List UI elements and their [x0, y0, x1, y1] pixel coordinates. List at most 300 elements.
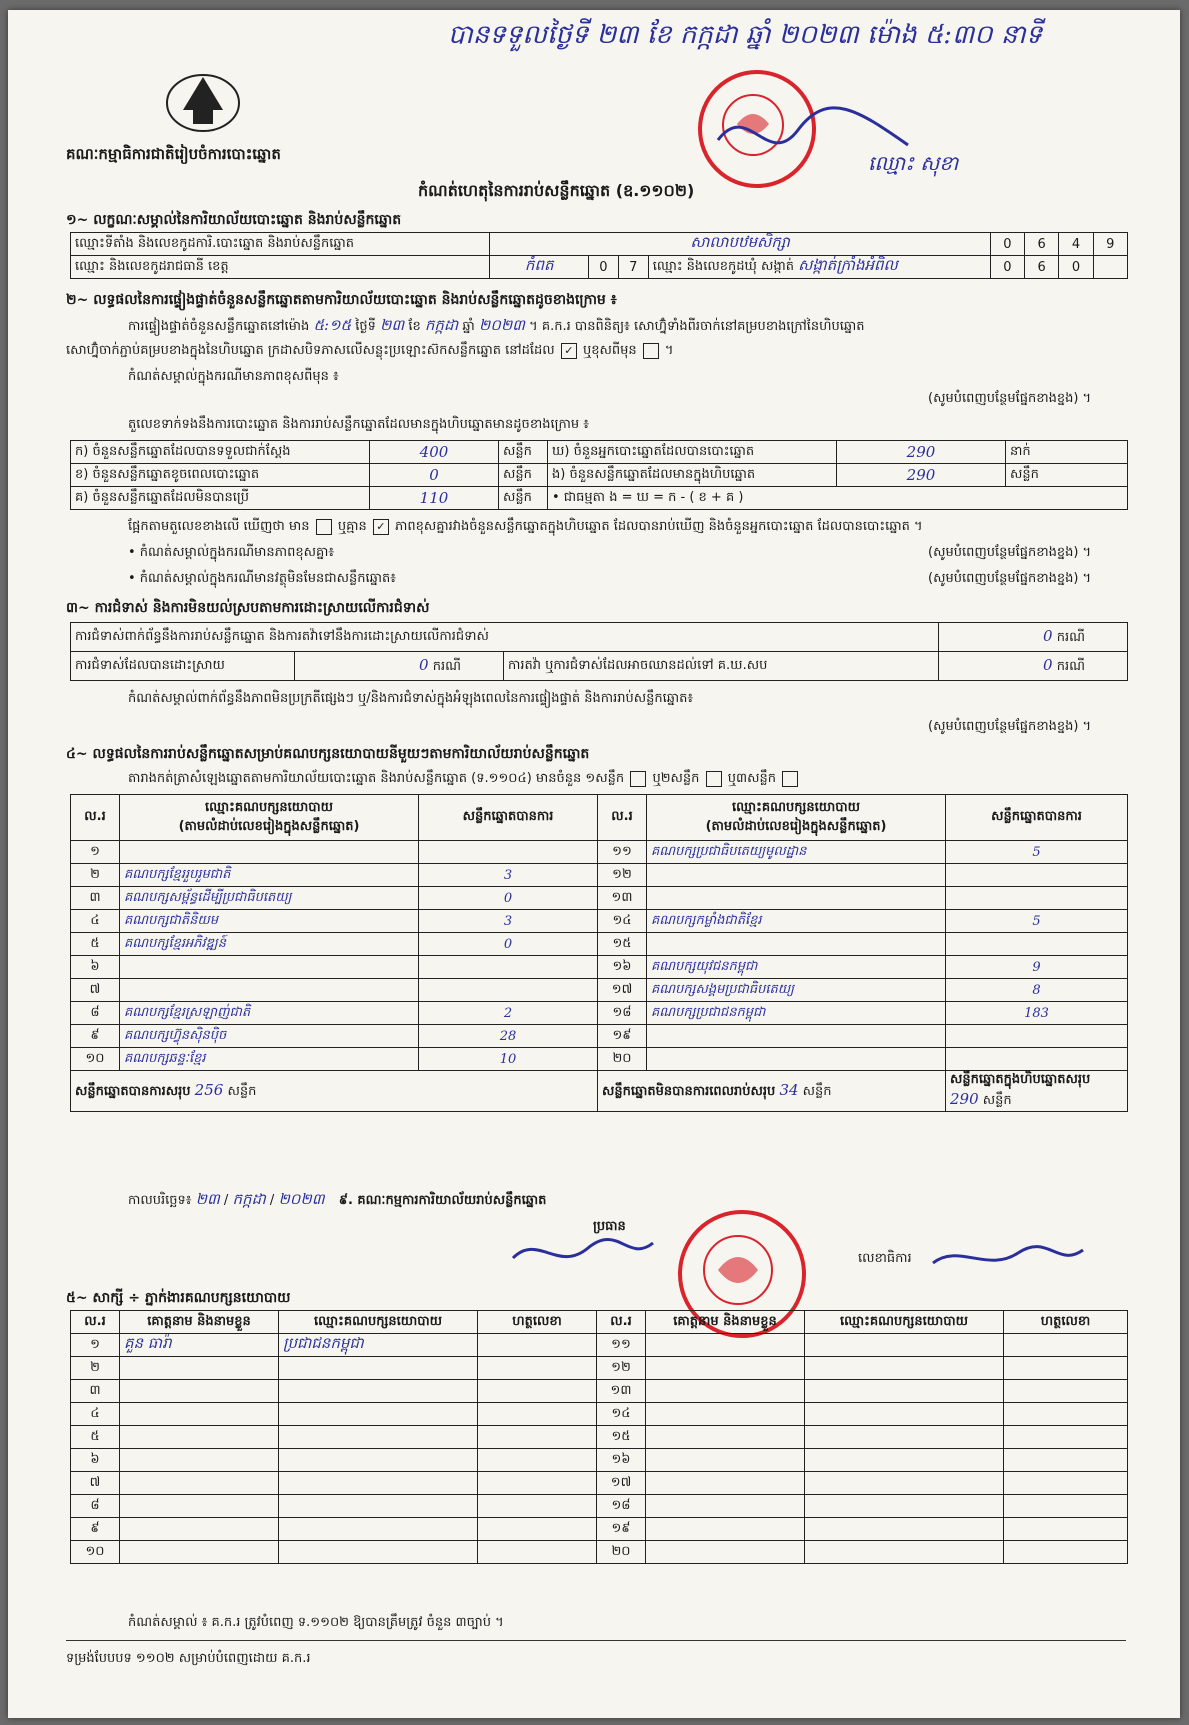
party-votes: 3	[419, 864, 598, 887]
verif-day: ២៣	[380, 316, 405, 334]
loc-code-1: 0	[990, 233, 1024, 256]
tally-line	[128, 770, 800, 789]
result-row	[71, 864, 1128, 887]
witness-no: ១៣	[597, 1380, 646, 1403]
col-votes-2: សន្លឹកឆ្នោតបានការ	[946, 795, 1128, 841]
witness-signature	[1004, 1472, 1128, 1495]
resolved-label: ការជំទាស់ដែលបានដោះស្រាយ	[71, 652, 295, 681]
fig-formula: • ជាធម្មតា ង = ឃ = ក - ( ខ + គ )	[548, 487, 1128, 510]
party-votes: 8	[946, 979, 1128, 1002]
party-votes: 2	[419, 1002, 598, 1025]
secretary-signature	[928, 1238, 1088, 1278]
loc-code-2: 6	[1025, 233, 1059, 256]
witness-no: ១៨	[597, 1495, 646, 1518]
row-no: ២	[71, 864, 120, 887]
witness-name	[646, 1357, 805, 1380]
witness-no: ៩	[71, 1518, 120, 1541]
party-name: គណបក្សជាតិនិយម	[120, 910, 419, 933]
seal-text-c: ។	[664, 343, 674, 358]
row-no: ១៩	[598, 1025, 647, 1048]
row-no: ១៦	[598, 956, 647, 979]
result-row	[71, 1025, 1128, 1048]
sec1-title: ១~ លក្ខណៈសម្គាល់នៃការិយាល័យបោះឆ្នោត និងរាប់សន្លឹកឆ្នោត	[66, 212, 402, 228]
witness-party	[279, 1518, 478, 1541]
witness-name	[120, 1403, 279, 1426]
resolved-count: 0	[419, 655, 429, 674]
sum-total-label: សន្លឹកឆ្នោតក្នុងហិបឆ្នោតសរុប	[950, 1072, 1091, 1087]
figure-row	[71, 487, 1128, 510]
fig-value-b: 0	[370, 464, 499, 487]
witness-name	[120, 1518, 279, 1541]
witness-party: ប្រជាជនកម្ពុជា	[279, 1334, 478, 1357]
fig-value-a: 400	[370, 441, 499, 464]
witness-table	[70, 1310, 1128, 1564]
fill-hint-4: (សូមបំពេញបន្ថែមផ្នែកខាងខ្នង) ។	[928, 719, 1092, 734]
fill-hint-3: (សូមបំពេញបន្ថែមផ្នែកខាងខ្នង) ។	[928, 571, 1092, 586]
tally-text-b: ឬ២សន្លឹក	[652, 771, 700, 786]
row-no: ១១	[598, 841, 647, 864]
witness-no: ២០	[597, 1541, 646, 1564]
figures-table	[70, 440, 1128, 510]
fig-label-d: ឃ) ចំនួនអ្នកបោះឆ្នោតដែលបានបោះឆ្នោត	[548, 441, 837, 464]
witness-signature	[1004, 1403, 1128, 1426]
witness-no: ៧	[71, 1472, 120, 1495]
party-name: គណបក្សខ្មែរស្រឡាញ់ជាតិ	[120, 1002, 419, 1025]
party-name	[647, 887, 946, 910]
row-no: ៨	[71, 1002, 120, 1025]
party-votes: 0	[419, 887, 598, 910]
col-party-label: ឈ្មោះគណបក្សនយោបាយ	[205, 799, 333, 815]
fig-unit-e: សន្លឹក	[1006, 464, 1128, 487]
party-name	[120, 841, 419, 864]
verif-text-b: ថ្ងៃទី	[355, 319, 376, 334]
row-no: ៩	[71, 1025, 120, 1048]
note-b2: • កំណត់សម្គាល់ក្នុងករណីមានវត្ថុមិនមែនជាសន្លឹកឆ្នោត៖	[128, 571, 396, 586]
verif-text-a: ការផ្ទៀងផ្ទាត់ចំនួនសន្លឹកឆ្នោតនៅម៉ោង	[128, 319, 310, 334]
witness-party	[805, 1495, 1004, 1518]
result-row	[71, 979, 1128, 1002]
secretary-label: លេខាធិការ	[858, 1251, 912, 1266]
witness-name	[646, 1541, 805, 1564]
row-no: ១៨	[598, 1002, 647, 1025]
witness-row	[71, 1334, 1128, 1357]
comm-code-2: 6	[1025, 256, 1059, 279]
witness-party	[805, 1357, 1004, 1380]
fig-value-e: 290	[837, 464, 1006, 487]
verif-text-c: ខែ	[408, 319, 421, 334]
result-row	[71, 1002, 1128, 1025]
sum-valid-cell	[71, 1071, 598, 1112]
witness-row	[71, 1472, 1128, 1495]
witness-party	[279, 1449, 478, 1472]
witness-no: ៥	[71, 1426, 120, 1449]
witness-row	[71, 1357, 1128, 1380]
witness-no: ៨	[71, 1495, 120, 1518]
witness-no: ១២	[597, 1357, 646, 1380]
witness-party	[279, 1357, 478, 1380]
sum-invalid-unit: សន្លឹក	[802, 1083, 832, 1099]
sec5-title: ៥~ សាក្សី ÷ ភ្នាក់ងារគណបក្សនយោបាយ	[66, 1290, 291, 1306]
witness-name	[120, 1495, 279, 1518]
witness-no: ២	[71, 1357, 120, 1380]
witness-no: ៤	[71, 1403, 120, 1426]
sum-invalid-label: សន្លឹកឆ្នោតមិនបានការពេលរាប់សរុប	[602, 1083, 776, 1099]
row-no: ១	[71, 841, 120, 864]
party-name: គណបក្សយុវជនកម្ពុជា	[647, 956, 946, 979]
results-table	[70, 794, 1128, 1112]
witness-no: ៣	[71, 1380, 120, 1403]
witness-name	[646, 1518, 805, 1541]
row-no: ៧	[71, 979, 120, 1002]
party-name	[647, 933, 946, 956]
comm-code-3: 0	[1059, 256, 1093, 279]
witness-party	[805, 1426, 1004, 1449]
witness-row	[71, 1518, 1128, 1541]
row-no: ៣	[71, 887, 120, 910]
fig-unit-d: នាក់	[1006, 441, 1128, 464]
party-name: គណបក្សប្រជាជនកម្ពុជា	[647, 1002, 946, 1025]
party-votes	[419, 979, 598, 1002]
org-name: គណៈកម្មាធិការជាតិរៀបចំការបោះឆ្នោត	[66, 145, 281, 163]
witness-party	[279, 1495, 478, 1518]
signer-name: ឈ្មោះ សុខា	[868, 151, 959, 175]
witness-party	[805, 1518, 1004, 1541]
col-party-sub-2: (តាមលំដាប់លេខរៀងក្នុងសន្លឹកឆ្នោត)	[705, 818, 887, 834]
location-table	[70, 232, 1128, 279]
party-name: គណបក្សសម្ព័ន្ធដើម្បីប្រជាធិបតេយ្យ	[120, 887, 419, 910]
witness-party	[279, 1380, 478, 1403]
sec3-title: ៣~ ការជំទាស់ និងការមិនយល់ស្របតាមការដោះស្រាយលើការជំទាស់	[66, 600, 430, 616]
result-row	[71, 841, 1128, 864]
sec4-title: ៤~ លទ្ធផលនៃការរាប់សន្លឹកឆ្នោតសម្រាប់គណបក្សនយោបាយនីមួយៗតាមការិយាល័យរាប់សន្លឹកឆ្នោត	[66, 746, 590, 762]
witness-name	[646, 1449, 805, 1472]
witness-name	[646, 1334, 805, 1357]
witness-no: ១០	[71, 1541, 120, 1564]
commission-label: ៩. គណៈកម្មការការិយាល័យរាប់សន្លឹកឆ្នោត	[338, 1193, 547, 1208]
sum-total-unit: សន្លឹក	[982, 1093, 1012, 1108]
witness-signature	[478, 1380, 597, 1403]
verif-text-e: ។ គ.ក.រ បានពិនិត្យ៖ សោហ្វ៊ុំទាំងពីរចាក់នៅគម្របខាងក្រៅនៃហិបឆ្នោត	[529, 319, 865, 334]
row-no: ១៥	[598, 933, 647, 956]
witness-name	[646, 1403, 805, 1426]
witness-no: ៦	[71, 1449, 120, 1472]
party-name: គណបក្សកម្លាំងជាតិខ្មែរ	[647, 910, 946, 933]
party-votes: 28	[419, 1025, 598, 1048]
sum-total-value: 290	[950, 1090, 979, 1108]
sum-total-cell	[946, 1071, 1128, 1112]
nec-logo-icon	[163, 65, 243, 135]
party-votes: 0	[419, 933, 598, 956]
row-no: ១០	[71, 1048, 120, 1071]
result-row	[71, 887, 1128, 910]
witness-party	[805, 1403, 1004, 1426]
row-no: ២០	[598, 1048, 647, 1071]
no-diff-checkbox[interactable]: ✓	[373, 519, 389, 535]
witness-name: គួន ធារ៉ា	[120, 1334, 279, 1357]
witness-no: ១៧	[597, 1472, 646, 1495]
seal-line	[66, 342, 1126, 361]
witness-no: ១៦	[597, 1449, 646, 1472]
witness-signature	[1004, 1495, 1128, 1518]
row-no: ៤	[71, 910, 120, 933]
witness-row	[71, 1541, 1128, 1564]
resolved-cell	[295, 652, 504, 681]
witness-party	[279, 1541, 478, 1564]
party-name: គណបក្សហ៊្វុនស៊ិនប៉ិច	[120, 1025, 419, 1048]
sum-valid-unit: សន្លឹក	[227, 1083, 257, 1099]
witness-name	[120, 1357, 279, 1380]
loc-code-3: 4	[1059, 233, 1093, 256]
witness-signature	[478, 1541, 597, 1564]
tally-text: តារាងកត់ត្រាសំឡេងឆ្នោតតាមការិយាល័យបោះឆ្នោត និងរាប់សន្លឹកឆ្នោត (ទ.១១០៤) មានចំនួន ១សន្លឹក	[128, 771, 625, 786]
tally-3-checkbox[interactable]	[782, 771, 798, 787]
seal-text-b: ឬខុសពីមុន	[582, 343, 637, 358]
party-votes	[946, 887, 1128, 910]
witness-signature	[478, 1472, 597, 1495]
witness-party	[805, 1541, 1004, 1564]
col-party	[120, 795, 419, 841]
w-col-name: គោត្តនាម និងនាមខ្លួន	[120, 1311, 279, 1334]
row-no: ៥	[71, 933, 120, 956]
chair-signature	[508, 1228, 658, 1278]
party-name: គណបក្សសង្គមប្រជាធិបតេយ្យ	[647, 979, 946, 1002]
verif-time: ៥:១៥	[313, 316, 352, 334]
figures-intro: តួលេខទាក់ទងនឹងការបោះឆ្នោត និងការរាប់សន្លឹកឆ្នោតដែលមានក្នុងហិបឆ្នោតមានដូចខាងក្រោម ៖	[128, 417, 589, 432]
witness-name	[646, 1495, 805, 1518]
fig-value-d: 290	[837, 441, 1006, 464]
figure-row	[71, 441, 1128, 464]
has-diff-checkbox[interactable]	[316, 519, 332, 535]
fig-value-c: 110	[370, 487, 499, 510]
verif-month: កក្កដា	[424, 316, 459, 334]
prov-code-2: 7	[618, 256, 648, 279]
party-votes: 5	[946, 910, 1128, 933]
party-name: គណបក្សឆន្ទៈខ្មែរ	[120, 1048, 419, 1071]
witness-signature	[1004, 1541, 1128, 1564]
compare-text: ផ្អែកតាមតួលេខខាងលើ ឃើញថា មាន	[128, 519, 310, 534]
commune-label: ឈ្មោះ និងលេខកូដឃុំ សង្កាត់	[652, 259, 794, 274]
same-checkbox[interactable]: ✓	[561, 343, 577, 359]
objection-table	[70, 622, 1128, 681]
witness-signature	[1004, 1334, 1128, 1357]
party-votes: 5	[946, 841, 1128, 864]
witness-signature	[478, 1403, 597, 1426]
witness-row	[71, 1449, 1128, 1472]
party-votes: 3	[419, 910, 598, 933]
row-no: ១៣	[598, 887, 647, 910]
fig-unit-c: សន្លឹក	[499, 487, 548, 510]
col-no: ល.រ	[71, 795, 120, 841]
date-label: កាលបរិច្ឆេទ៖	[128, 1193, 192, 1208]
sum-valid-label: សន្លឹកឆ្នោតបានការសរុប	[75, 1083, 191, 1099]
witness-name	[646, 1472, 805, 1495]
figure-row	[71, 464, 1128, 487]
tally-text-c: ឬ៣សន្លឹក	[727, 771, 776, 786]
sec2-title: ២~ លទ្ធផលនៃការផ្ទៀងផ្ទាត់ចំនួនសន្លឹកឆ្នោតតាមការិយាល័យបោះឆ្នោត និងរាប់សន្លឹកឆ្នោតដូចខាងក្រោម ៖	[66, 292, 617, 308]
witness-signature	[1004, 1426, 1128, 1449]
witness-no: ១៥	[597, 1426, 646, 1449]
fig-label-a: ក) ចំនួនសន្លឹកឆ្នោតដែលបានទទួលជាក់ស្តែង	[71, 441, 370, 464]
witness-row	[71, 1380, 1128, 1403]
date-month: កក្កដា	[232, 1190, 266, 1208]
witness-party	[279, 1403, 478, 1426]
irregularity-note: កំណត់សម្គាល់ពាក់ព័ន្ធនឹងភាពមិនប្រក្រតីផ្សេងៗ ឬ/និងការជំទាស់ក្នុងអំឡុងពេលនៃការផ្ទៀងផ្ទាត់ និងការរាប់សន្លឹកឆ្នោត៖	[128, 691, 694, 706]
witness-body	[71, 1334, 1128, 1564]
witness-signature	[478, 1334, 597, 1357]
empty-cell	[1093, 256, 1127, 279]
results-body	[71, 841, 1128, 1071]
col-party-sub: (តាមលំដាប់លេខរៀងក្នុងសន្លឹកឆ្នោត)	[178, 818, 360, 834]
date-year: ២០២៣	[278, 1190, 325, 1208]
witness-party	[279, 1426, 478, 1449]
witness-name	[646, 1426, 805, 1449]
seal-text: សោហ្វ៊ុំចាក់ភ្ជាប់គម្របខាងក្នុងនៃហិបឆ្នោត ក្រដាសបិទភាសលើសន្លុះប្រឡោះស៊កសន្លឹកឆ្នោត នៅដដែល	[66, 343, 555, 358]
objection-label: ការជំទាស់ពាក់ព័ន្ធនឹងការរាប់សន្លឹកឆ្នោត និងការតវ៉ាទៅនឹងការដោះស្រាយលើការជំទាស់	[71, 623, 939, 652]
objection-count: 0	[1043, 626, 1053, 645]
party-name: គណបក្សខ្មែររួបរួមជាតិ	[120, 864, 419, 887]
witness-no: ១៩	[597, 1518, 646, 1541]
commune-cell	[648, 256, 990, 279]
appeal-cell	[939, 652, 1128, 681]
province-label: ឈ្មោះ និងលេខកូដរាជធានី ខេត្ត	[71, 256, 490, 279]
col-party-2	[647, 795, 946, 841]
witness-name	[120, 1472, 279, 1495]
different-checkbox[interactable]	[643, 343, 659, 359]
party-votes	[946, 933, 1128, 956]
witness-signature	[1004, 1357, 1128, 1380]
w-col-no-2: ល.រ	[597, 1311, 646, 1334]
party-votes	[946, 1048, 1128, 1071]
loc-code-4: 9	[1093, 233, 1127, 256]
resolved-unit: ករណី	[432, 658, 461, 674]
province-value: កំពត	[490, 256, 589, 279]
witness-row	[71, 1403, 1128, 1426]
party-name	[647, 864, 946, 887]
fill-hint-1: (សូមបំពេញបន្ថែមផ្នែកខាងខ្នង) ។	[928, 391, 1092, 406]
tally-1-checkbox[interactable]	[630, 771, 646, 787]
col-votes: សន្លឹកឆ្នោតបានការ	[419, 795, 598, 841]
witness-no: ១	[71, 1334, 120, 1357]
result-row	[71, 933, 1128, 956]
w-col-party: ឈ្មោះគណបក្សនយោបាយ	[279, 1311, 478, 1334]
sum-invalid-value: 34	[779, 1080, 799, 1099]
appeal-unit: ករណី	[1056, 658, 1085, 674]
party-votes: 10	[419, 1048, 598, 1071]
w-col-sign: ហត្ថលេខា	[478, 1311, 597, 1334]
compare-line	[128, 518, 1128, 537]
note-b1: • កំណត់សម្គាល់ក្នុងករណីមានភាពខុសគ្នា៖	[128, 545, 335, 560]
commune-value: សង្កាត់ក្រាំងអំពិល	[798, 256, 898, 274]
verification-line	[128, 316, 1128, 338]
fig-label-c: គ) ចំនួនសន្លឹកឆ្នោតដែលមិនបានប្រើ	[71, 487, 370, 510]
witness-signature	[478, 1518, 597, 1541]
party-votes: 9	[946, 956, 1128, 979]
fig-unit-a: សន្លឹក	[499, 441, 548, 464]
received-note: បានទទួលថ្ងៃទី ២៣ ខែ កក្កដា ឆ្នាំ ២០២៣ ម៉ោង ៥:៣០ នាទី	[448, 20, 1043, 50]
party-votes	[419, 956, 598, 979]
sum-invalid-cell	[598, 1071, 946, 1112]
w-col-party-2: ឈ្មោះគណបក្សនយោបាយ	[805, 1311, 1004, 1334]
sum-valid-value: 256	[194, 1080, 224, 1099]
row-no: ១៤	[598, 910, 647, 933]
fig-label-b: ខ) ចំនួនសន្លឹកឆ្នោតខូចពេលបោះឆ្នោត	[71, 464, 370, 487]
witness-party	[805, 1472, 1004, 1495]
party-name	[120, 956, 419, 979]
witness-no: ១១	[597, 1334, 646, 1357]
appeal-label: ការតវ៉ា ឬការជំទាស់ដែលអាចឈានដល់ទៅ គ.ឃ.សប	[504, 652, 939, 681]
col-no-2: ល.រ	[598, 795, 647, 841]
witness-name	[120, 1541, 279, 1564]
party-name: គណបក្សប្រជាធិបតេយ្យមូលដ្ឋាន	[647, 841, 946, 864]
witness-party	[805, 1380, 1004, 1403]
tally-2-checkbox[interactable]	[706, 771, 722, 787]
footer-divider	[66, 1640, 1126, 1641]
witness-signature	[1004, 1518, 1128, 1541]
objection-unit: ករណី	[1056, 629, 1085, 645]
witness-signature	[478, 1357, 597, 1380]
party-name	[647, 1025, 946, 1048]
party-name: គណបក្សខ្មែរអភិវឌ្ឍន៍	[120, 933, 419, 956]
compare-text-c: ភាពខុសគ្នារវាងចំនួនសន្លឹកឆ្នោតក្នុងហិបឆ្នោត ដែលបានរាប់ឃើញ និងចំនួនអ្នកបោះឆ្នោត ដែលបានបោះឆ្នោត ។	[395, 519, 923, 534]
witness-row	[71, 1495, 1128, 1518]
row-no: ១២	[598, 864, 647, 887]
witness-signature	[1004, 1449, 1128, 1472]
party-name	[120, 979, 419, 1002]
form-footer: ទម្រង់បែបបទ ១១០២ សម្រាប់បំពេញដោយ គ.ក.រ	[66, 1651, 311, 1666]
party-name	[647, 1048, 946, 1071]
form-sheet	[8, 10, 1180, 1718]
verif-year: ២០២៣	[478, 316, 526, 334]
result-row	[71, 956, 1128, 979]
witness-signature	[1004, 1380, 1128, 1403]
w-col-name-2: គោត្តនាម និងនាមខ្លួន	[646, 1311, 805, 1334]
fig-unit-b: សន្លឹក	[499, 464, 548, 487]
w-col-no: ល.រ	[71, 1311, 120, 1334]
prov-code-1: 0	[588, 256, 618, 279]
row-no: ៦	[71, 956, 120, 979]
chair-label: ប្រធាន	[593, 1219, 626, 1234]
witness-name	[120, 1380, 279, 1403]
col-party-label-2: ឈ្មោះគណបក្សនយោបាយ	[732, 799, 860, 815]
date-line: កាលបរិច្ឆេទ៖ ២៣ / កក្កដា / ២០២៣ ៩. គណៈកម្មការការិយាល័យរាប់សន្លឹកឆ្នោត	[128, 1190, 547, 1208]
party-votes	[419, 841, 598, 864]
witness-name	[646, 1380, 805, 1403]
witness-name	[120, 1426, 279, 1449]
fig-label-e: ង) ចំនួនសន្លឹកឆ្នោតដែលមានក្នុងហិបឆ្នោត	[548, 464, 837, 487]
w-col-sign-2: ហត្ថលេខា	[1004, 1311, 1128, 1334]
verif-text-d: ឆ្នាំ	[462, 319, 475, 334]
location-label: ឈ្មោះទីតាំង និងលេខកូដការិ.បោះឆ្នោត និងរាប់សន្លឹកឆ្នោត	[71, 233, 490, 256]
result-row	[71, 1048, 1128, 1071]
date-day: ២៣	[195, 1190, 220, 1208]
party-votes	[946, 864, 1128, 887]
witness-name	[120, 1449, 279, 1472]
witness-no: ១៤	[597, 1403, 646, 1426]
party-votes	[946, 1025, 1128, 1048]
compare-text-b: ឬគ្មាន	[337, 519, 367, 534]
fill-hint-2: (សូមបំពេញបន្ថែមផ្នែកខាងខ្នង) ។	[928, 545, 1092, 560]
witness-signature	[478, 1449, 597, 1472]
form-note: កំណត់សម្គាល់ ៖ គ.ក.រ ត្រូវបំពេញ ទ.១១០២ ឱ្យបានត្រឹមត្រូវ ចំនួន ៣ច្បាប់ ។	[128, 1615, 504, 1630]
witness-signature	[478, 1426, 597, 1449]
comm-code-1: 0	[990, 256, 1024, 279]
objection-count-cell	[939, 623, 1128, 652]
appeal-count: 0	[1043, 655, 1053, 674]
result-row	[71, 910, 1128, 933]
party-votes: 183	[946, 1002, 1128, 1025]
witness-party	[279, 1472, 478, 1495]
witness-party	[805, 1334, 1004, 1357]
